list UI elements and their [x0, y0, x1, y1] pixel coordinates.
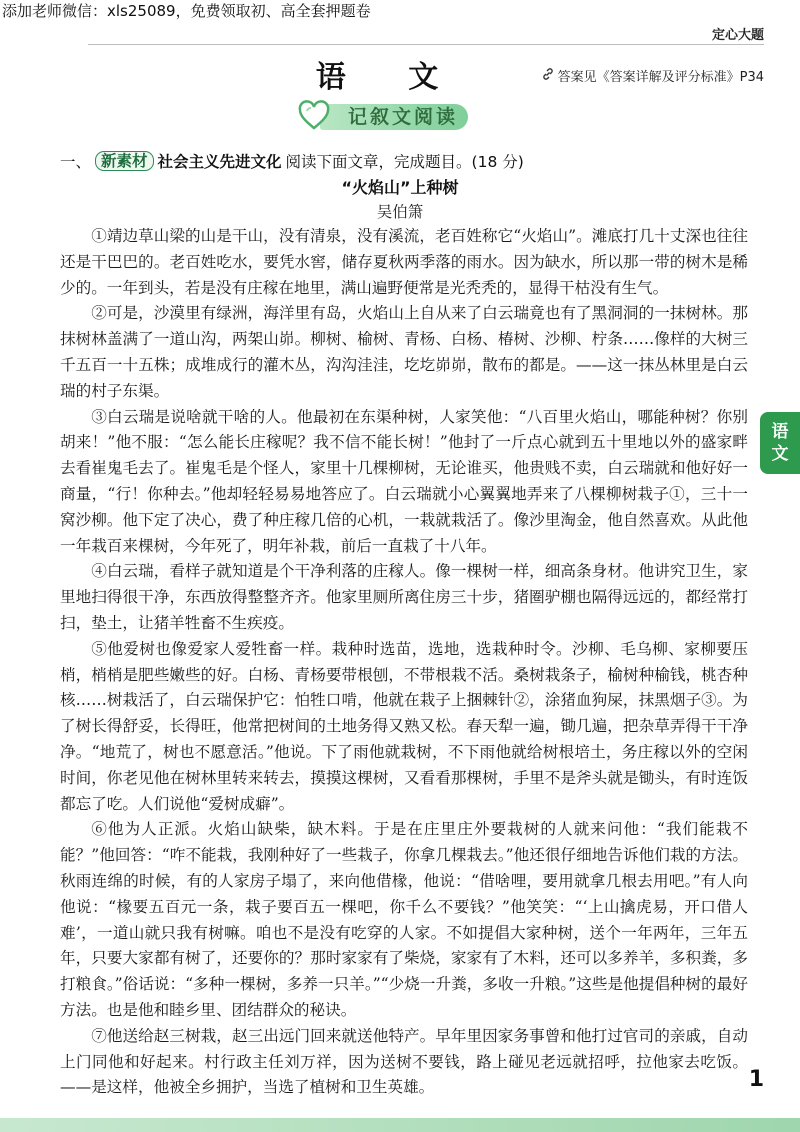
- paragraph-5: ⑤他爱树也像爱家人爱牲畜一样。栽种时选苗，选地，选栽种时令。沙柳、毛乌柳、家柳要压梢，梢梢是肥些嫩些的好。白杨、青杨要带根刨，不带根栽不活。桑树栽条子，榆树种榆钱，桃杏种核……树栽活了，白云瑞保护它：怕牲口啃，他就在栽子上捆棘针②，涂猪血狗屎，抹黑烟子③。为了树长得舒妥，长得旺，他常把树间的土地务得又熟又松。春天犁一遍，锄几遍，把杂草弄得干干净净。“地荒了，树也不愿意活。”他说。下了雨他就栽树，不下雨他就给树根培土，务庄稼以外的空闲时间，你老见他在树林里转来转去，摸摸这棵树，又看看那棵树，手里不是斧头就是锄头，有时连饭都忘了吃。人们说他“爱树成癖”。: [60, 639, 748, 813]
- answer-ref-text: 答案见《答案详解及评分标准》P34: [557, 70, 764, 85]
- side-tab-line-2: 文: [771, 444, 789, 464]
- question-header: [60, 150, 524, 172]
- article-body: [60, 224, 748, 1101]
- side-tab-line-1: 语: [771, 422, 789, 442]
- paragraph-3: ③白云瑞是说啥就干啥的人。他最初在东渠种树，人家笑他：“八百里火焰山，哪能种树？你别胡来！”他不服：“怎么能长庄稼呢？我不信不能长树！”他封了一斤点心就到五十里地以外的盛家畔去看崔鬼毛去了。崔鬼毛是个怪人，家里十几棵柳树，无论谁买，他贵贱不卖，白云瑞就和他好好一商量，“行！你种去。”他却轻轻易易地答应了。白云瑞就小心翼翼地弄来了八棵柳树栽子①，三十一窝沙柳。他下定了决心，费了种庄稼几倍的心机，一栽就栽活了。像沙里淘金，他自然喜欢。从此他一年栽百来棵树，今年死了，明年补栽，前后一直栽了十八年。: [60, 407, 748, 555]
- paragraph-2: ②可是，沙漠里有绿洲，海洋里有岛，火焰山上自从来了白云瑞竟也有了黑洞洞的一抹树林。那抹树林盖满了一道山沟，两架山峁。柳树、榆树、青杨、白杨、椿树、沙柳、柠条……像样的大树三千五百一十五株；成堆成行的灌木丛，沟沟洼洼，圪圪峁峁，散布的都是。——这一抹丛林里是白云瑞的村子东渠。: [60, 304, 748, 400]
- section-banner: [298, 100, 468, 132]
- new-material-badge: 新素材: [95, 151, 154, 171]
- heart-icon: [298, 100, 330, 132]
- paragraph-6: ⑥他为人正派。火焰山缺柴，缺木料。于是在庄里庄外要栽树的人就来问他：“我们能栽不能？”他回答：“咋不能栽，我刚种好了一些栽子，你拿几棵栽去。”他还很仔细地告诉他们栽的方法。秋雨连绵的时候，有的人家房子塌了，来向他借椽，他说：“借啥哩，要用就拿几根去用吧。”有人向他说：“椽要五百元一条，栽子要百五一棵吧，你千么不要钱？”他笑笑：“‘上山擒虎易，开口借人难’，一道山就只我有树嘛。咱也不是没有吃穿的人家。不如提倡大家种树，送个一年两年，三年五年，只要大家都有树了，还要你的？那时家家有了柴烧，家家有了木料，还可以多养羊，多积粪，多打粮食。”俗话说：“多种一棵树，多养一只羊。”“少烧一升粪，多收一升粮。”这些是他提倡种树的最好方法。也是他和睦乡里、团结群众的秘诀。: [60, 820, 748, 1019]
- article-author: 吴伯箫: [376, 203, 424, 221]
- question-tag: 社会主义先进文化: [157, 153, 282, 171]
- link-icon: [541, 67, 555, 85]
- header-rule: [88, 44, 764, 45]
- subject-side-tab[interactable]: [760, 412, 800, 474]
- article-title: “火焰山”上种树: [341, 178, 459, 197]
- paragraph-7: ⑦他送给赵三树栽，赵三出远门回来就送他特产。早年里因家务事曾和他打过官司的亲戚，自动上门同他和好起来。村行政主任刘万祥，因为送树不要钱，路上碰见老远就招呼，拉他家去吃饭。——是这样，他被全乡拥护，当选了植树和卫生英雄。: [60, 1026, 748, 1097]
- question-instruction: 阅读下面文章，完成题目。(18 分): [285, 153, 524, 171]
- answer-reference: [541, 66, 764, 85]
- paragraph-4: ④白云瑞，看样子就知道是个干净利落的庄稼人。像一棵树一样，细高条身材。他讲究卫生，家里地扫得很干净，东西放得整整齐齐。他家里厕所离住房三十步，猪圈驴棚也隔得远远的，都经常打扫，垫土，让猪羊牲畜不生疾疫。: [60, 562, 748, 632]
- banner-title: 记叙文阅读: [347, 106, 458, 128]
- page-title: 语 文: [315, 60, 465, 95]
- paragraph-1: ①靖边草山梁的山是干山，没有清泉，没有溪流，老百姓称它“火焰山”。滩底打几十丈深也往往还是干巴巴的。老百姓吃水，要凭水窖，储存夏秋两季落的雨水。因为缺水，所以那一带的树木是稀少的。一年到头，若是没有庄稼在地里，满山遍野便常是光秃秃的，显得干枯没有生气。: [60, 227, 748, 297]
- section-label: 定心大题: [711, 28, 764, 43]
- question-number: 一、: [60, 153, 92, 171]
- bottom-strip: [0, 1118, 800, 1132]
- page-number: 1: [748, 1067, 764, 1092]
- watermark: 添加老师微信：xls25089，免费领取初、高全套押题卷: [0, 0, 375, 21]
